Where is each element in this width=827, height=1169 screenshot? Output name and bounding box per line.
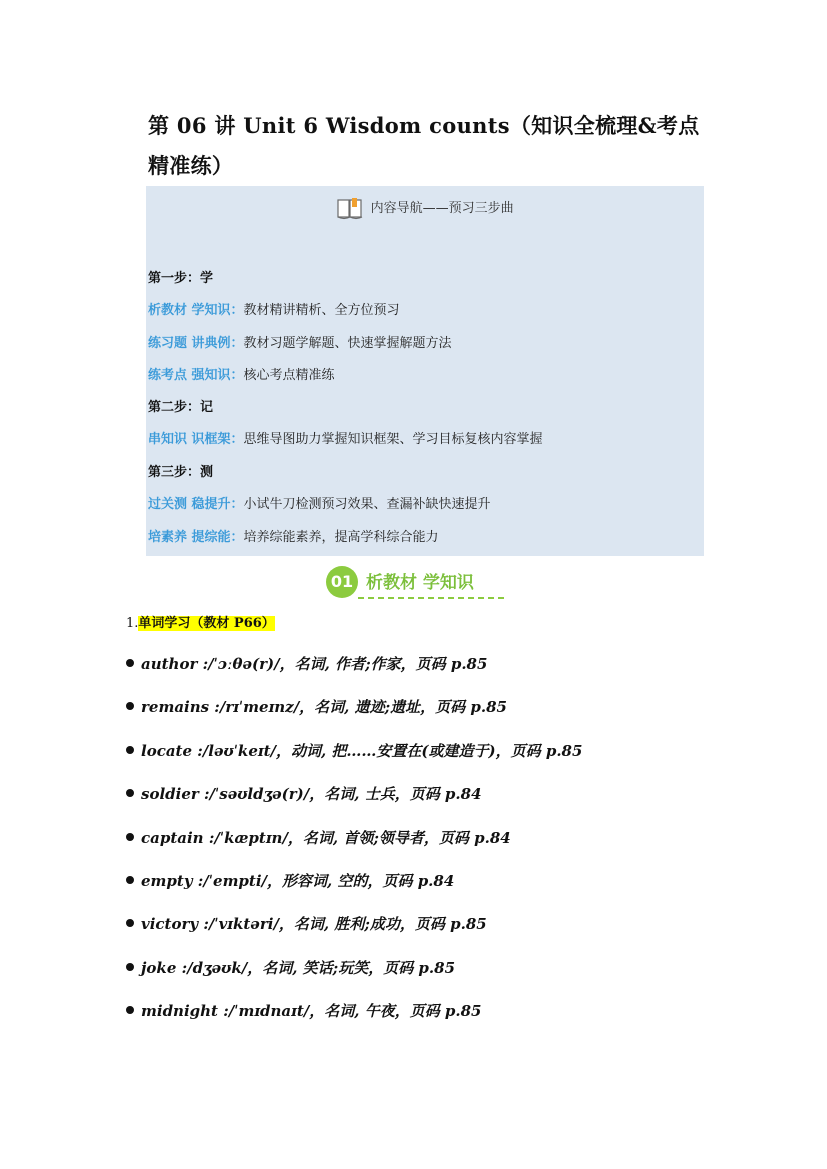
vocab-item: [126, 997, 766, 1040]
vocab-entry: captain :/ˈkæptɪn/，名词, 首领;领导者，页码 p.84: [141, 828, 511, 847]
nav-item-text: 教材精讲精析、全方位预习: [243, 303, 400, 318]
subheading-number: 1.: [126, 616, 139, 631]
nav-item-key: 串知识 识框架：: [148, 432, 244, 447]
nav-step-heading: 第二步：记: [148, 400, 214, 415]
nav-item-key: 过关测 稳提升：: [148, 497, 244, 512]
vocab-entry: joke :/dʒəʊk/，名词, 笑话;玩笑，页码 p.85: [141, 958, 456, 977]
vocab-item: [126, 954, 766, 997]
page-title: 第 06 讲 Unit 6 Wisdom counts（知识全梳理&考点精准练）: [148, 113, 700, 178]
vocab-item: [126, 824, 766, 867]
bullet-icon: [126, 833, 134, 841]
bullet-icon: [126, 1006, 134, 1014]
nav-item: [148, 367, 335, 385]
bullet-icon: [126, 702, 134, 710]
vocab-entry: locate :/ləʊˈkeɪt/，动词, 把……安置在(或建造于)，页码 p.85: [141, 741, 583, 760]
bullet-icon: [126, 963, 134, 971]
vocab-entry: victory :/ˈvɪktəri/，名词, 胜利;成功，页码 p.85: [141, 915, 487, 934]
vocab-item: [126, 650, 766, 693]
bullet-icon: [126, 919, 134, 927]
bullet-icon: [126, 789, 134, 797]
section-label: 析教材 学知识: [366, 573, 474, 593]
bullet-icon: [126, 659, 134, 667]
nav-item-key: 练考点 强知识：: [148, 368, 244, 383]
nav-item-key: 培素养 提综能：: [148, 530, 244, 545]
nav-item-text: 思维导图助力掌握知识框架、学习目标复核内容掌握: [243, 432, 543, 447]
vocab-item: [126, 693, 766, 736]
book-icon: [336, 196, 364, 222]
nav-heading: [146, 194, 704, 224]
nav-item-key: 析教材 学知识：: [148, 303, 244, 318]
nav-item-text: 教材习题学解题、快速掌握解题方法: [243, 336, 452, 351]
content-navigation-panel: [146, 186, 704, 556]
nav-item-text: 小试牛刀检测预习效果、查漏补缺快速提升: [243, 497, 491, 512]
section-badge: [322, 563, 512, 603]
section-number: 01: [326, 566, 358, 598]
nav-heading-text: 内容导航——预习三步曲: [370, 201, 514, 216]
nav-item: [148, 302, 400, 320]
nav-item-text: 培养综能素养，提高学科综合能力: [243, 530, 439, 545]
vocab-entry: empty :/ˈempti/，形容词, 空的，页码 p.84: [141, 871, 455, 890]
vocab-subheading: [126, 612, 275, 631]
section-underline: [358, 597, 504, 599]
subheading-text: 单词学习（教材 P66）: [138, 616, 275, 631]
nav-item: [148, 529, 439, 547]
vocab-entry: midnight :/ˈmɪdnaɪt/，名词, 午夜，页码 p.85: [141, 1002, 482, 1021]
vocab-entry: author :/ˈɔːθə(r)/，名词, 作者;作家，页码 p.85: [141, 655, 488, 673]
vocab-entry: soldier :/ˈsəʊldʒə(r)/，名词, 士兵，页码 p.84: [141, 785, 482, 804]
bullet-icon: [126, 876, 134, 884]
vocab-item: [126, 737, 766, 780]
bullet-icon: [126, 746, 134, 754]
nav-item: [148, 335, 452, 353]
nav-item-text: 核心考点精准练: [243, 368, 335, 383]
vocab-item: [126, 910, 766, 953]
nav-item: [148, 431, 543, 449]
vocab-list: [126, 650, 766, 1041]
nav-item: [148, 496, 491, 514]
nav-step-heading: 第三步：测: [148, 465, 214, 480]
nav-step-heading: 第一步：学: [148, 271, 214, 286]
vocab-item: [126, 780, 766, 823]
vocab-entry: remains :/rɪˈmeɪnz/，名词, 遗迹;遗址，页码 p.85: [141, 698, 507, 717]
vocab-item: [126, 867, 766, 910]
nav-item-key: 练习题 讲典例：: [148, 336, 244, 351]
